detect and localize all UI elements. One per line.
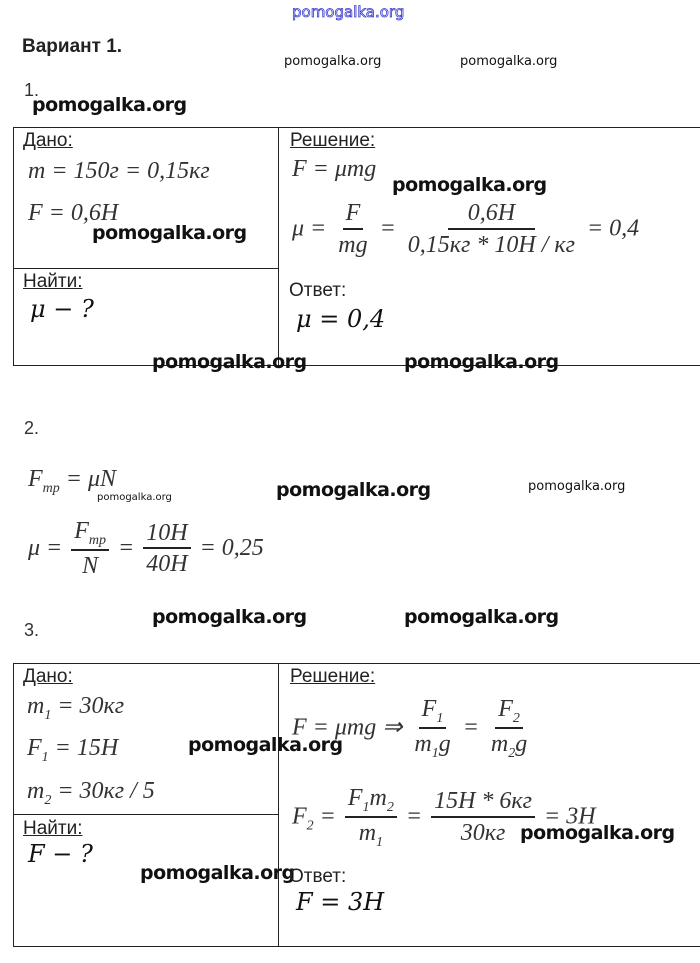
table-divider xyxy=(13,268,279,269)
find-label: Найти: xyxy=(23,271,83,292)
answer-label: Ответ: xyxy=(289,866,347,887)
problem-3-number: 3. xyxy=(24,620,40,640)
fraction: $\frac{F_2}{m_2g}$ xyxy=(490,696,528,761)
formula-mu: μ = $\frac{F}{mg}$ = $\frac{0,6Н}{0,15кг * 10Н / кг}$ = 0,4 xyxy=(292,200,640,258)
answer-value: F = 3Н xyxy=(296,888,385,916)
watermark: pomogalka.org xyxy=(140,862,295,884)
page-title: Вариант 1. xyxy=(22,36,123,57)
fraction: $\frac{F_1m_2}{m_1}$ xyxy=(345,785,397,851)
problem-1-number: 1. xyxy=(24,80,40,100)
fraction: $\frac{F_{тр}}{N}$ xyxy=(71,518,109,581)
watermark: pomogalka.org xyxy=(284,54,382,69)
watermark: pomogalka.org xyxy=(97,492,172,503)
given-f1: $F_1 = 15Н$ xyxy=(27,735,119,765)
watermark: pomogalka.org xyxy=(152,606,307,628)
table-divider xyxy=(278,663,279,946)
given-mass: m = 150г = 0,15кг xyxy=(28,158,210,184)
solution-label: Решение: xyxy=(290,666,376,687)
answer-label: Ответ: xyxy=(289,280,347,301)
fraction: $\frac{15Н * 6кг}{30кг}$ xyxy=(431,788,535,848)
given-label: Дано: xyxy=(23,130,73,151)
table-divider xyxy=(278,127,279,365)
fraction: $\frac{F}{mg}$ xyxy=(338,200,368,258)
formula-friction-force: $F_{тр} = \mu N$ xyxy=(28,466,117,496)
mu-eq: μ = xyxy=(292,215,327,242)
watermark: pomogalka.org xyxy=(404,351,559,373)
watermark: pomogalka.org xyxy=(32,94,187,116)
formula-f2: $F_2$ = $\frac{F_1m_2}{m_1}$ = $\frac{15Н * 6кг}{30кг}$ = 3Н xyxy=(292,785,596,850)
solution-label: Решение: xyxy=(290,130,376,151)
given-label: Дано: xyxy=(23,666,73,687)
watermark: pomogalka.org xyxy=(392,174,547,196)
watermark: pomogalka.org xyxy=(188,734,343,756)
find-value: F − ? xyxy=(28,840,93,868)
watermark: pomogalka.org xyxy=(152,351,307,373)
watermark: pomogalka.org xyxy=(520,822,675,844)
fraction: $\frac{0,6Н}{0,15кг * 10Н / кг}$ xyxy=(407,200,575,258)
watermark: pomogalka.org xyxy=(460,54,558,69)
fraction: $\frac{F_1}{m_1g}$ xyxy=(414,696,451,761)
watermark: pomogalka.org xyxy=(276,479,431,501)
header-watermark: pomogalka.org xyxy=(292,3,405,21)
find-label: Найти: xyxy=(23,818,83,839)
formula-ratio: F = μmg ⇒ $\frac{F_1}{m_1g}$ = $\frac{F_2}{m_2g}$ xyxy=(292,696,533,762)
answer-value: μ = 0,4 xyxy=(296,305,386,333)
problem-2-number: 2. xyxy=(24,418,40,438)
watermark: pomogalka.org xyxy=(92,222,247,244)
table-divider xyxy=(13,814,279,815)
formula-mu-2: μ = $\frac{F_{тр}}{N}$ = $\frac{10Н}{40Н}$ = 0,25 xyxy=(28,518,264,579)
watermark: pomogalka.org xyxy=(404,606,559,628)
given-m2: $m_2 = 30кг / 5$ xyxy=(27,778,155,808)
given-force: F = 0,6Н xyxy=(28,200,119,226)
watermark: pomogalka.org xyxy=(528,479,626,494)
formula-friction: F = μmg xyxy=(292,156,377,182)
find-value: μ − ? xyxy=(30,295,94,323)
given-m1: $m_1 = 30кг$ xyxy=(27,693,125,723)
fraction: $\frac{10Н}{40Н}$ xyxy=(143,520,190,580)
